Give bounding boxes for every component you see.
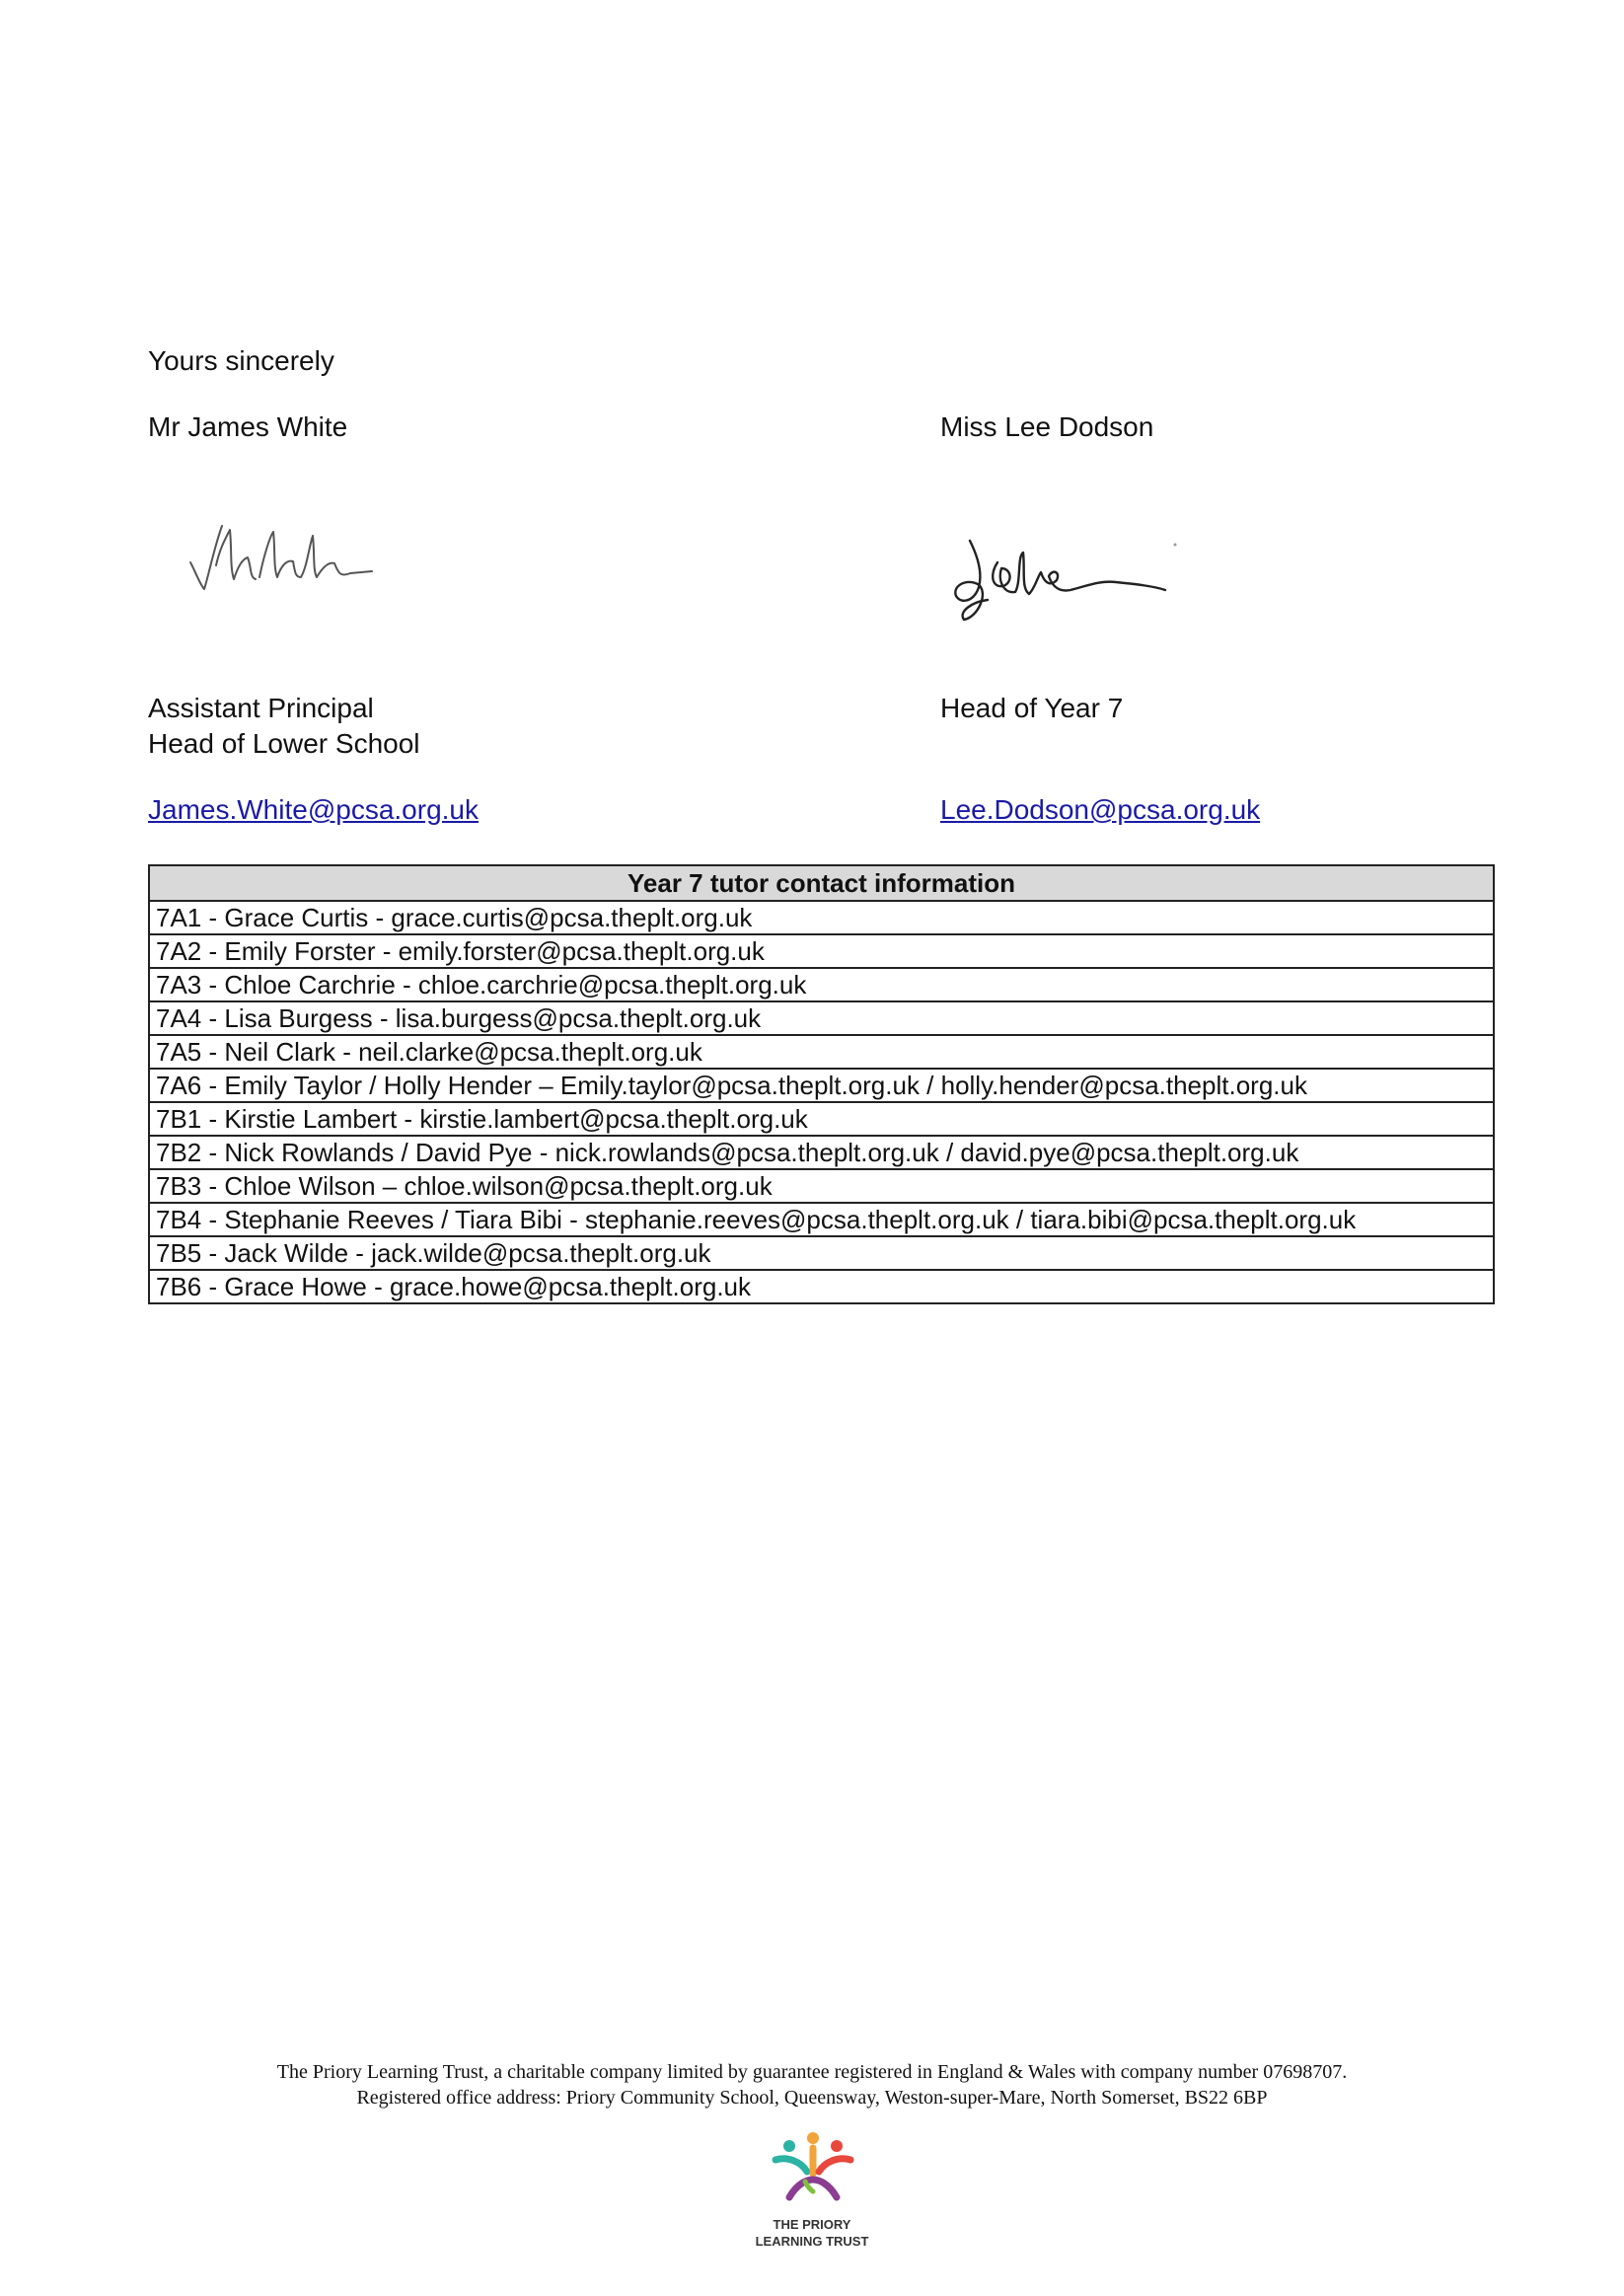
right-signatory-title: Head of Year 7 xyxy=(940,693,1124,723)
table-header: Year 7 tutor contact information xyxy=(149,865,1494,901)
lee-dodson-signature xyxy=(942,523,1179,641)
table-row xyxy=(149,934,1494,968)
footer-company-line: The Priory Learning Trust, a charitable company limited by guarantee registered in England & Wales with company number 07698707. xyxy=(276,2061,1348,2083)
table-row xyxy=(149,1203,1494,1236)
table-row xyxy=(149,968,1494,1001)
lee-dodson-email-link[interactable]: Lee.Dodson@pcsa.org.uk xyxy=(940,794,1261,825)
table-row xyxy=(149,1270,1494,1303)
left-signatory-name: Mr James White xyxy=(148,411,348,442)
logo-text-line-1: THE PRIORY xyxy=(773,2217,851,2232)
tutor-row-7b2: 7B2 - Nick Rowlands / David Pye - nick.rowlands@pcsa.theplt.org.uk / david.pye@pcsa.theplt.org.uk xyxy=(149,1136,1494,1169)
priory-learning-trust-logo-icon xyxy=(768,2126,858,2205)
table-header-row xyxy=(149,865,1494,901)
tutor-row-7a2: 7A2 - Emily Forster - emily.forster@pcsa.theplt.org.uk xyxy=(149,934,1494,968)
tutor-row-7a1: 7A1 - Grace Curtis - grace.curtis@pcsa.theplt.org.uk xyxy=(149,901,1494,934)
footer-address-line: Registered office address: Priory Community School, Queensway, Weston-super-Mare, North Somerset, BS22 6BP xyxy=(356,2087,1268,2109)
tutor-row-7b6: 7B6 - Grace Howe - grace.howe@pcsa.theplt.org.uk xyxy=(149,1270,1494,1303)
table-row xyxy=(149,1169,1494,1203)
table-row xyxy=(149,1136,1494,1169)
table-row xyxy=(149,1102,1494,1136)
closing-salutation: Yours sincerely xyxy=(148,345,334,376)
left-signatory-title-1: Assistant Principal xyxy=(148,693,374,723)
tutor-row-7a3: 7A3 - Chloe Carchrie - chloe.carchrie@pcsa.theplt.org.uk xyxy=(149,968,1494,1001)
tutor-row-7a4: 7A4 - Lisa Burgess - lisa.burgess@pcsa.theplt.org.uk xyxy=(149,1001,1494,1035)
table-row xyxy=(149,1069,1494,1102)
table-row xyxy=(149,1035,1494,1069)
tutor-row-7a6: 7A6 - Emily Taylor / Holly Hender – Emily.taylor@pcsa.theplt.org.uk / holly.hender@pcsa.theplt.org.uk xyxy=(149,1069,1494,1102)
right-signatory-name: Miss Lee Dodson xyxy=(940,411,1154,442)
tutor-row-7b1: 7B1 - Kirstie Lambert - kirstie.lambert@pcsa.theplt.org.uk xyxy=(149,1102,1494,1136)
tutor-row-7b5: 7B5 - Jack Wilde - jack.wilde@pcsa.theplt.org.uk xyxy=(149,1236,1494,1270)
tutor-row-7a5: 7A5 - Neil Clark - neil.clarke@pcsa.theplt.org.uk xyxy=(149,1035,1494,1069)
tutor-row-7b3: 7B3 - Chloe Wilson – chloe.wilson@pcsa.theplt.org.uk xyxy=(149,1169,1494,1203)
james-white-signature xyxy=(183,508,390,597)
james-white-email-link[interactable]: James.White@pcsa.org.uk xyxy=(148,794,479,825)
logo-text-line-2: LEARNING TRUST xyxy=(755,2234,869,2249)
tutor-contact-table xyxy=(148,864,1495,1304)
table-row xyxy=(149,1001,1494,1035)
table-row xyxy=(149,1236,1494,1270)
left-signatory-title-2: Head of Lower School xyxy=(148,728,420,759)
table-row xyxy=(149,901,1494,934)
tutor-row-7b4: 7B4 - Stephanie Reeves / Tiara Bibi - stephanie.reeves@pcsa.theplt.org.uk / tiara.bibi@pcsa.theplt.org.uk xyxy=(149,1203,1494,1236)
